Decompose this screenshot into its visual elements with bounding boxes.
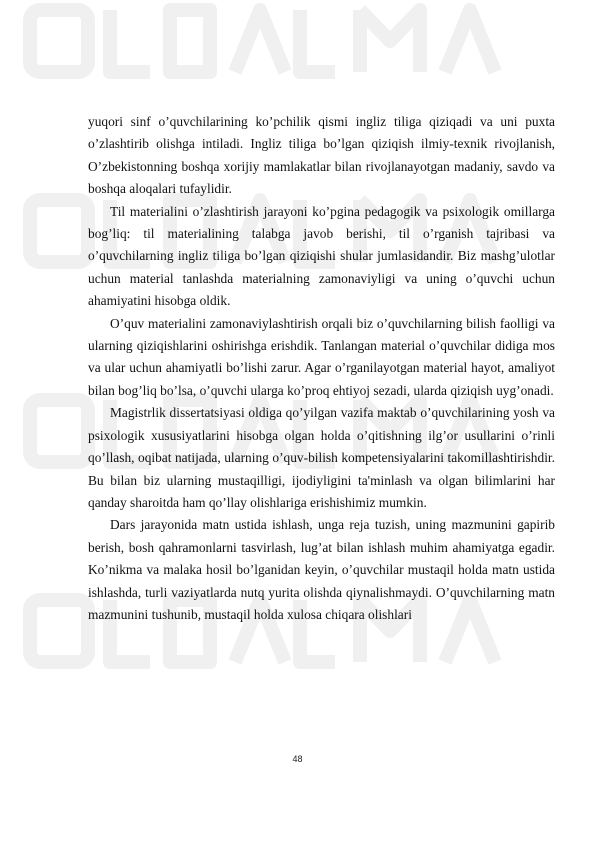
page-body <box>88 111 555 626</box>
paragraph-1: yuqori sinf o’quvchilarining ko’pchilik qismi ingliz tiliga qiziqadi va uni puxta o’zlashtirib olishga intiladi. Ingliz tiliga bo’lgan qiziqish ilmiy-texnik rivojlanish, O’zbekistonning boshqa xorijiy mamlakatlar bilan rivojlanayotgan madaniy, savdo va boshqa aloqalari tufaylidir. <box>88 114 555 197</box>
paragraph-5: Dars jarayonida matn ustida ishlash, unga reja tuzish, uning mazmunini gapirib berish, bosh qahramonlarni tasvirlash, lug’at bilan ishlash muhim ahamiyatga egadir. Ko’nikma va malaka hosil bo’lganidan keyin, o’quvchilar mustaqil holda matn ustida ishlashda, turli vaziyatlarda nutq yurita olishda qiynalishmaydi. O’quvchilarning matn mazmunini tushunib, mustaqil holda xulosa chiqara olishlari <box>88 517 555 622</box>
paragraph-4: Magistrlik dissertatsiyasi oldiga qo’yilgan vazifa maktab o’quvchilarining yosh va psixologik xususiyatlarini hisobga olgan holda o’qitishning ilg’or usullarini o’rinli qo’llash, oqibat natijada, ularning o’quv-bilish kompetensiyalarini takomillashtirishdir. Bu bilan biz ularning mustaqilligi, ijodiyligini ta'minlash va olgan bilimlarini har qanday sharoitda ham qo’llay olishlariga erishishimiz mumkin. <box>88 405 555 510</box>
paragraph-2: Til materialini o’zlashtirish jarayoni ko’pgina pedagogik va psixologik omillarga bog’liq: til materialining talabga javob berishi, til o’rganish tajribasi va o’quvchilarning ingliz tiliga bo’lgan qiziqishi shular jumlasidandir. Biz mashg’ulotlar uchun material tanlashda materialning zamonaviyligi va uning o’quvchi uchun ahamiyatini hisobga oldik. <box>88 203 555 309</box>
page-number: 48 <box>292 754 303 764</box>
paragraph-3: O’quv materialini zamonaviylashtirish orqali biz o’quvchilarning bilish faolligi va ularning qiziqishlarini oshirishga erishdik. Tanlangan material o’quvchilar didiga mos va ular uchun ahamiyatli bo’lishi zarur. Agar o’rganilayotgan material hayot, amaliyot bilan bog’liq bo’lsa, o’quvchi ularga ko’proq ehtiyoj sezadi, ularda qiziqish uyg’onadi. <box>88 315 555 398</box>
